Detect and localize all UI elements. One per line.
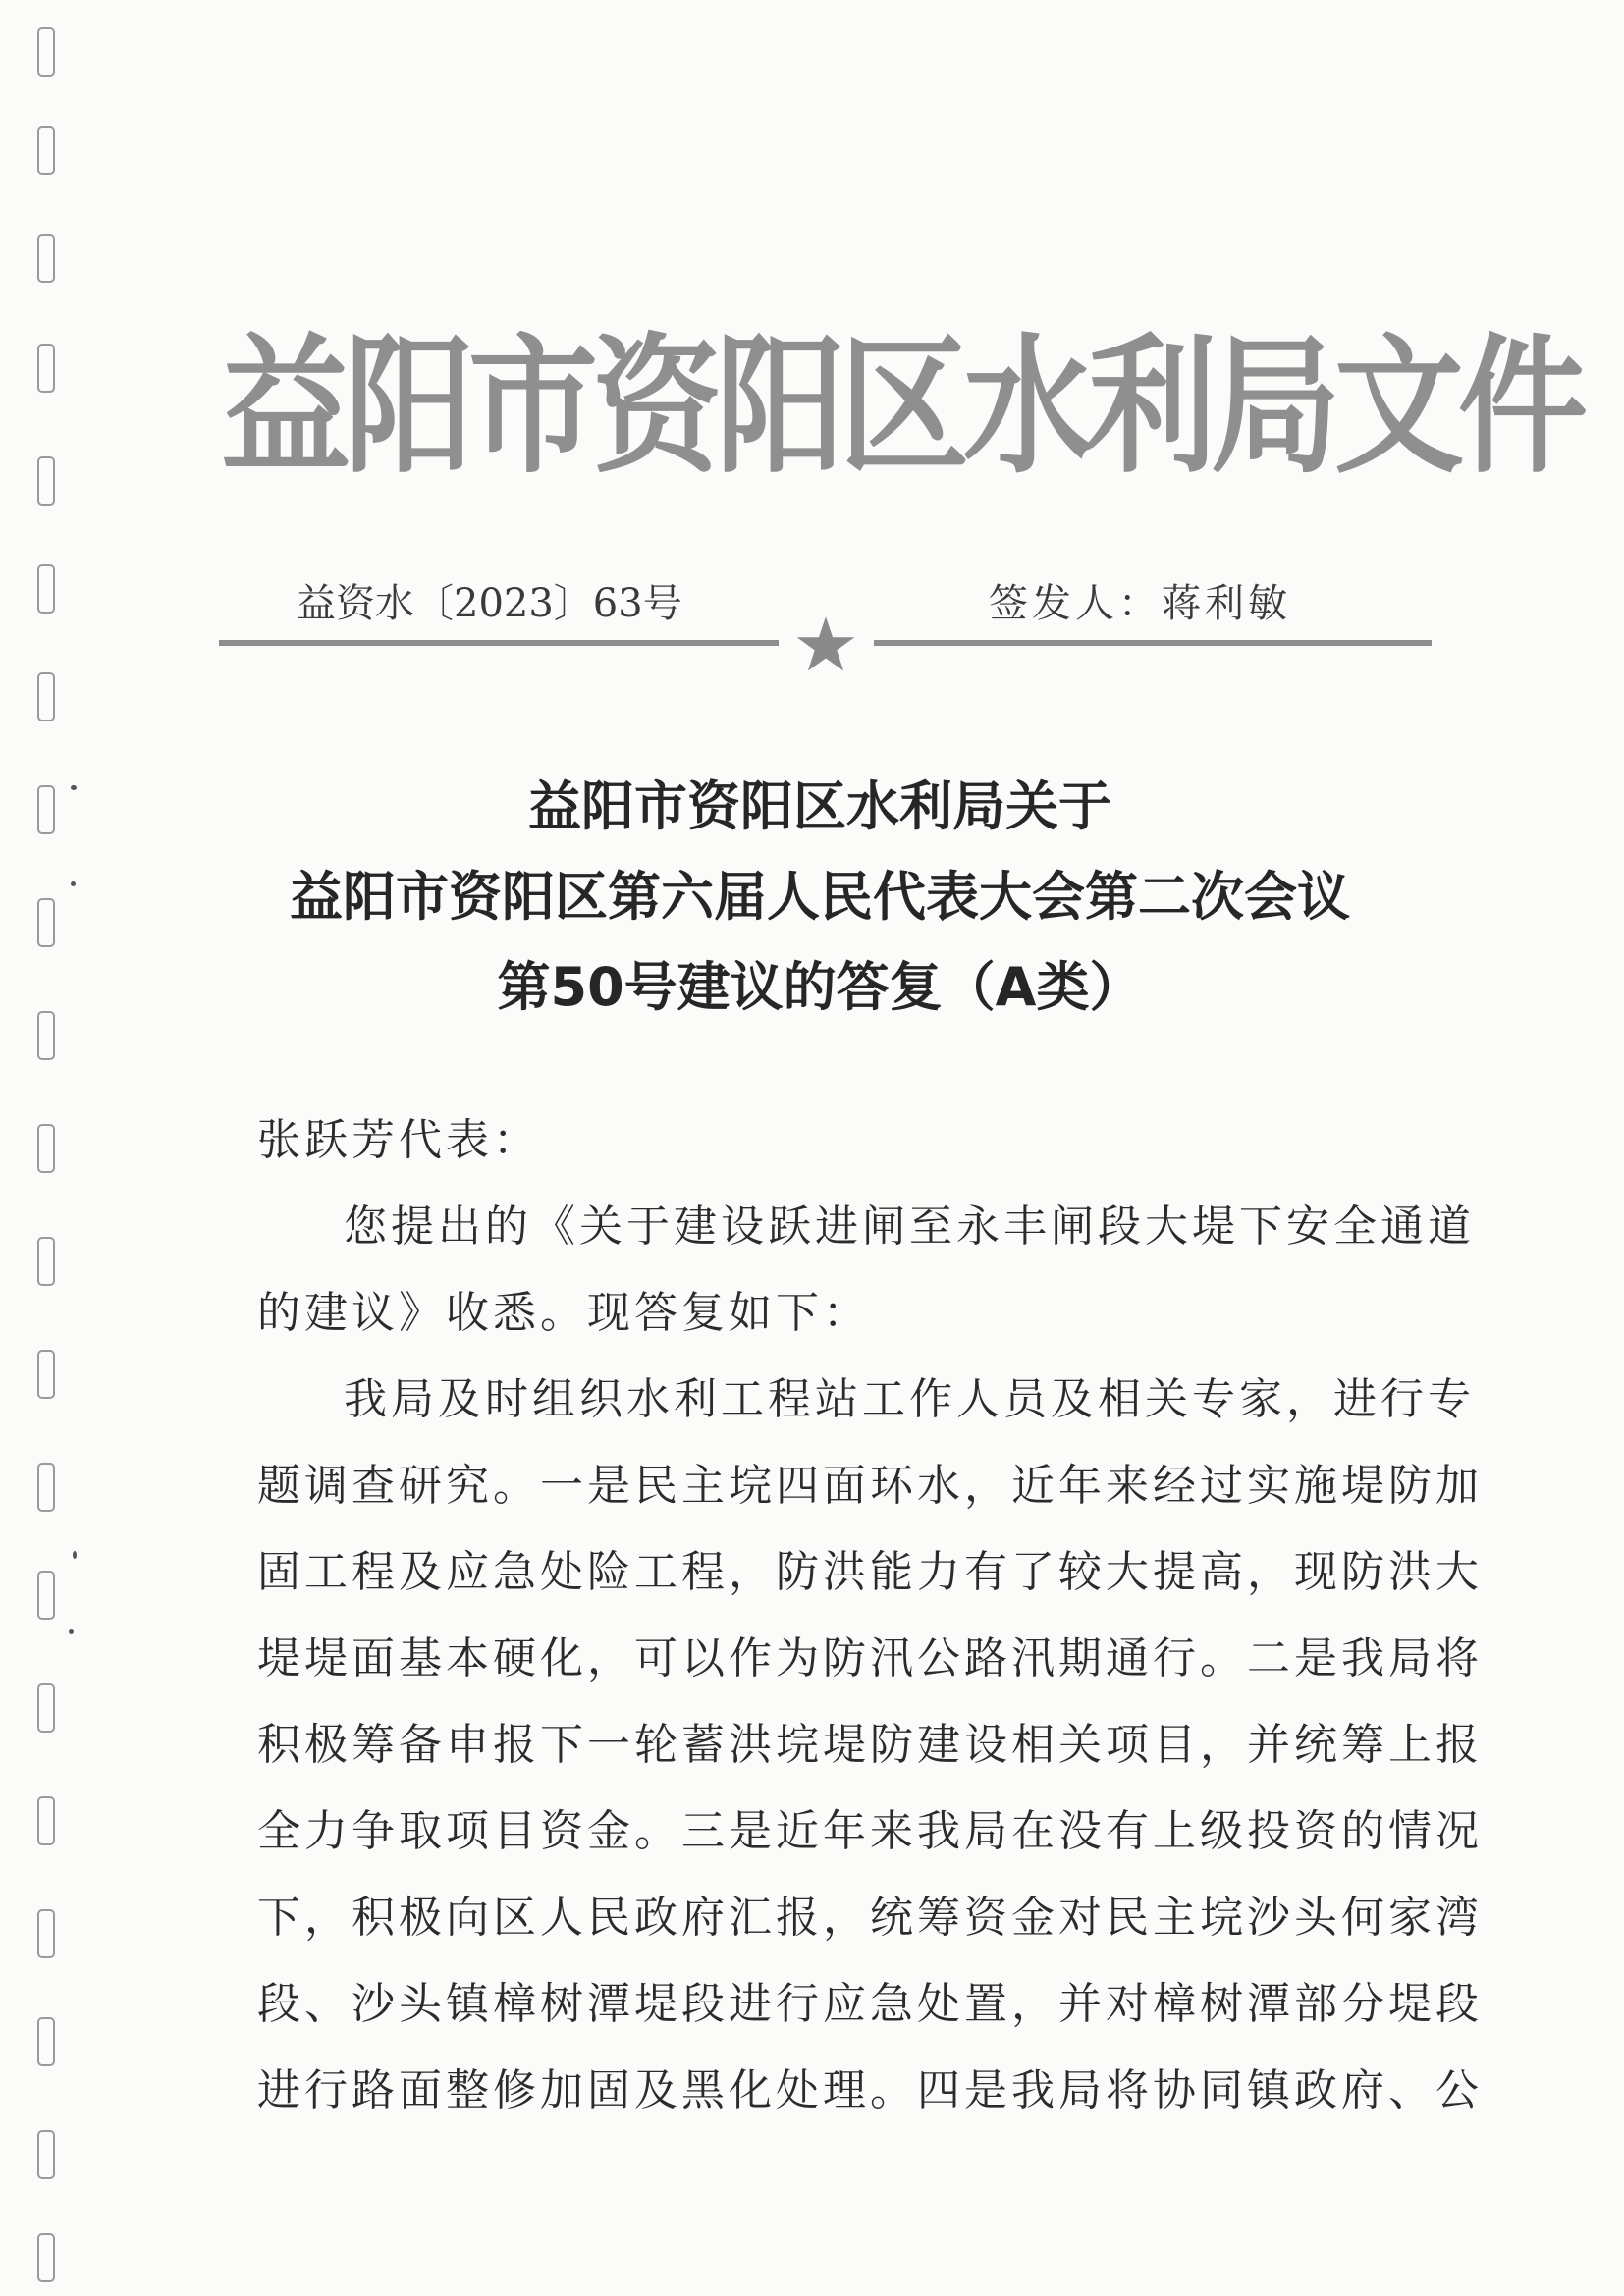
paragraph-line: 全力争取项目资金。三是近年来我局在没有上级投资的情况 [257,1806,1483,1856]
binding-hole [37,2017,55,2066]
binding-hole [37,1011,55,1060]
binding-hole [37,672,55,721]
paragraph-line: 的建议》收悉。现答复如下： [257,1288,870,1338]
binding-hole [37,1350,55,1399]
paragraph-line: 进行路面整修加固及黑化处理。四是我局将协同镇政府、公 [257,2065,1483,2115]
paragraph-line: 下，积极向区人民政府汇报，统筹资金对民主垸沙头何家湾 [257,1893,1483,1943]
binding-hole [37,1124,55,1173]
binding-hole [37,1463,55,1512]
binding-hole [37,126,55,175]
binding-hole [37,1796,55,1845]
paragraph-line: 固工程及应急处险工程，防洪能力有了较大提高，现防洪大 [257,1547,1483,1597]
document-number: 益资水〔2023〕63号 [297,581,682,626]
binding-hole [37,1683,55,1733]
binding-hole [37,1237,55,1286]
scan-speck [69,1629,74,1634]
binding-hole [37,344,55,393]
paragraph-line: 题调查研究。一是民主垸四面环水，近年来经过实施堤防加 [257,1461,1483,1511]
binding-hole [37,2233,55,2282]
salutation: 张跃芳代表： [257,1115,540,1165]
paragraph-line: 积极筹备申报下一轮蓄洪垸堤防建设相关项目，并统筹上报 [257,1720,1483,1770]
reply-body [257,1097,1483,2134]
title-line: 益阳市资阳区水利局关于 [528,775,1111,837]
scan-speck [71,785,77,790]
paragraph-line: 段、沙头镇樟树潭堤段进行应急处置，并对樟树潭部分堤段 [257,1979,1483,2029]
binding-hole [37,785,55,834]
signer: 签发人：蒋利敏 [989,581,1291,626]
paragraph-line: 堤堤面基本硬化，可以作为防汛公路汛期通行。二是我局将 [257,1633,1483,1683]
binding-hole [37,234,55,283]
scan-speck [73,1551,77,1559]
binding-hole [37,2130,55,2179]
star-icon [796,616,855,673]
title-line: 益阳市资阳区第六届人民代表大会第二次会议 [290,866,1350,928]
binding-hole [37,1909,55,1958]
title-line: 第50号建议的答复（A类） [497,956,1143,1018]
binding-hole [37,456,55,506]
issuer-header: 益阳市资阳区水利局文件 [221,320,1582,495]
paragraph-line: 我局及时组织水利工程站工作人员及相关专家，进行专 [344,1374,1475,1424]
binding-hole [37,898,55,947]
header-rule-right [874,640,1432,646]
binding-hole [37,564,55,614]
header-rule-left [219,640,779,646]
binding-holes [0,0,79,2296]
document-title [236,762,1404,1033]
binding-hole [37,27,55,77]
paragraph-line: 您提出的《关于建设跃进闸至永丰闸段大堤下安全通道 [344,1201,1475,1252]
scan-speck [71,881,76,886]
binding-hole [37,1571,55,1620]
